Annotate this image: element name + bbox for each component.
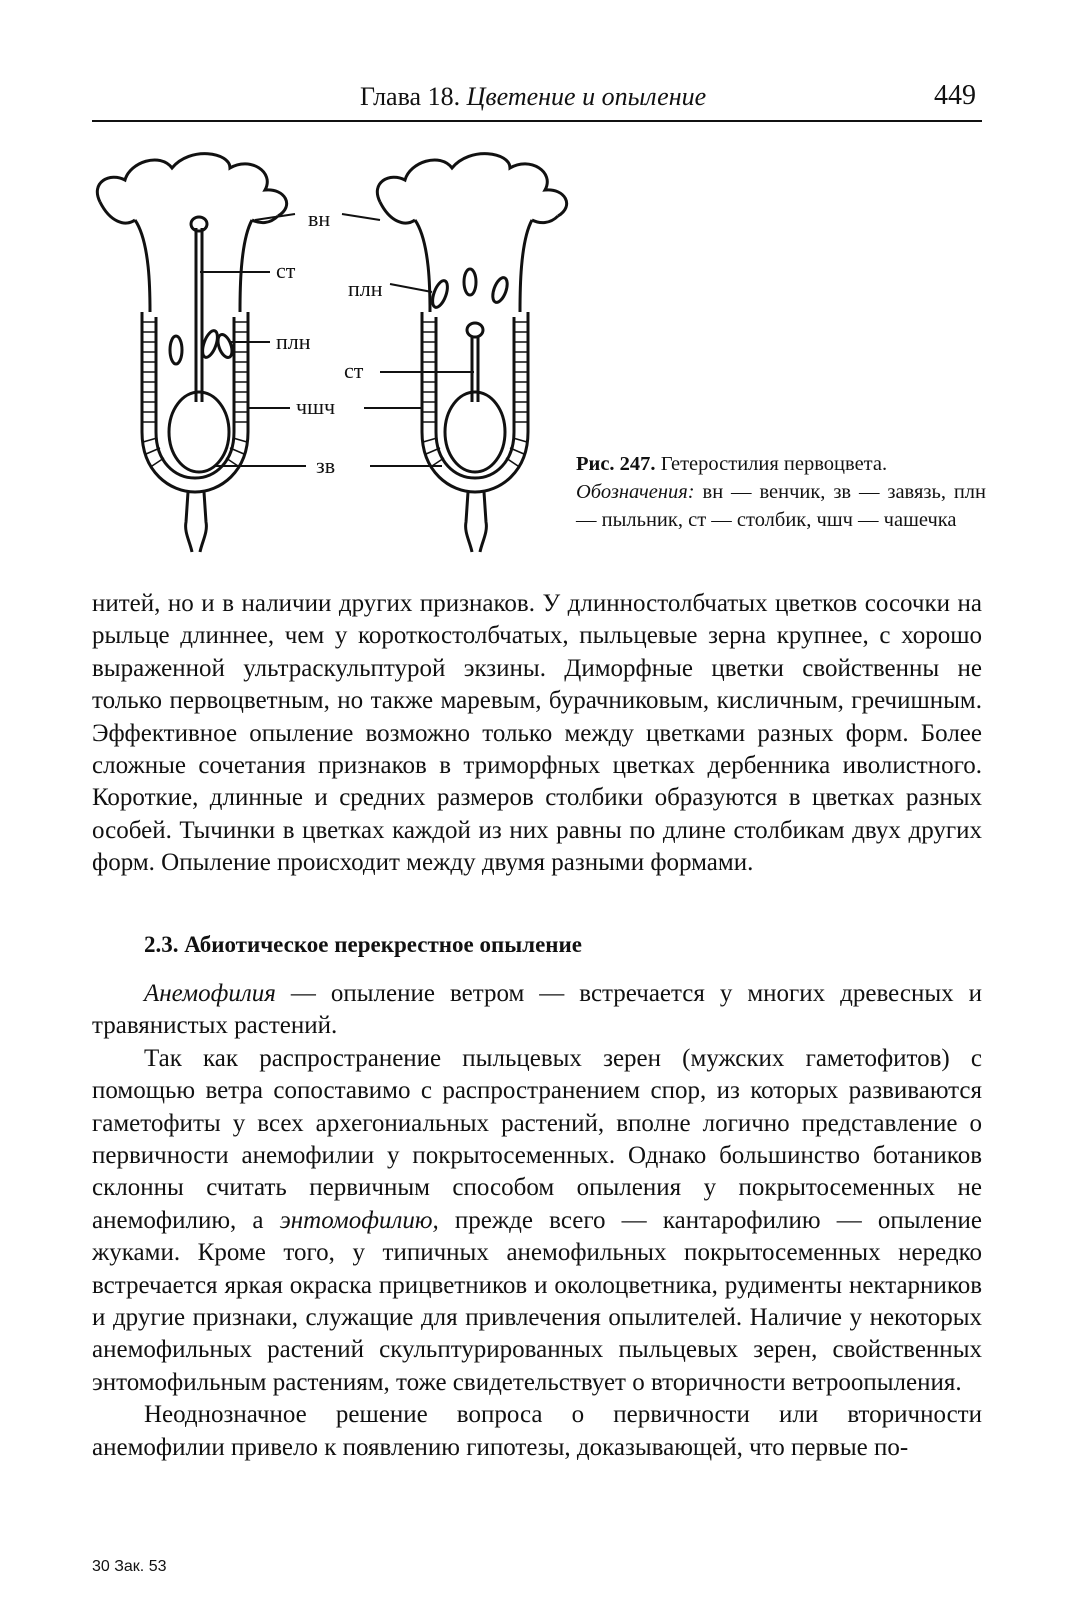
chapter-label: Глава 18. [360,82,461,111]
chapter-heading [360,82,706,112]
label-pln-right: плн [348,276,383,301]
page-number: 449 [934,80,976,111]
paragraph-2 [92,978,982,1043]
label-pln-left: плн [276,329,311,354]
figure-key-text: вн — венчик, зв — завязь, плн — пыльник, ст — столбик, чшч — чашечка [576,481,987,531]
leader-lines [200,214,474,466]
label-zv: зв [316,453,336,478]
paragraph-3-text-b: прежде всего — кантарофилию — опыление жуками. Кроме того, у типичных анемофильных покрытосеменных нередко встречается яркая окраска прицветников и околоцветника, рудименты нектарников и другие признаки, служащие для привлечения опылителей. Наличие у некоторых анемофильных растений скульптурированных пыльцевых зерен, свойственных энтомофильным растениям, тоже свидетельствует о вторичности ветроопыления. [92,1206,982,1396]
paragraph-2-text: — опыление ветром — встречается у многих древесных и травянистых растений. [92,980,982,1040]
flower-diagram [80,132,600,572]
paragraph-4: Неоднозначное решение вопроса о первичности или вторичности анемофилии привело к появлению гипотезы, доказывающей, что первые по- [92,1401,982,1461]
figure-caption [576,450,986,534]
paragraph-text: нитей, но и в наличии других признаков. У длинностолбчатых цветков сосочки на рыльце длиннее, чем у короткостолбчатых, пыльцевые зерна крупнее, с хорошо выраженной ультраскульптурой экзины. Диморфные цветки свойственны не только первоцветным, но также маревым, бурачниковым, кисличным, гречишным. Эффективное опыление возможно только между цветками разных форм. Более сложные сочетания признаков в триморфных цветках дербенника иволистного. Короткие, длинные и средних размеров столбики образуются в цветках разных особей. Тычинки в цветках каждой из них равны по длине столбикам двух других форм. Опыление происходит между двумя разными формами. [92,590,982,877]
label-chshch: чшч [296,394,336,419]
figure-title: Гетеростилия первоцвета. [660,453,888,475]
term-anemophily: Анемофилия [144,980,276,1007]
paragraphs-block [92,978,982,1464]
term-entomophily: энтомофилию, [279,1206,439,1234]
label-st-right: ст [344,358,364,383]
running-header [92,72,982,122]
figure-number: Рис. 247. [576,453,656,475]
left-flower [97,154,286,552]
paragraph-3 [92,1043,982,1399]
figure-heterostyly [80,132,600,572]
section-heading: 2.3. Абиотическое перекрестное опыление [144,932,583,957]
paragraph-1 [92,588,982,880]
chapter-title: Цветение и опыление [466,82,707,111]
figure-key-label: Обозначения: [576,481,695,503]
paragraph-3-text-a: Так как распространение пыльцевых зерен (мужских гаметофитов) с помощью ветра сопоставимо с распространением спор, из которых развиваются гаметофиты у всех архегониальных растений, вполне логично представление о первичности анемофилии у покрытосеменных. Однако большинство ботаников склонны считать первичным способом опыления у покрытосеменных не анемофилию, а [92,1044,982,1234]
right-flower [377,154,566,552]
label-st-left: ст [276,258,296,283]
label-vn: вн [308,206,331,231]
printer-signature: 30 Зак. 53 [92,1558,167,1575]
